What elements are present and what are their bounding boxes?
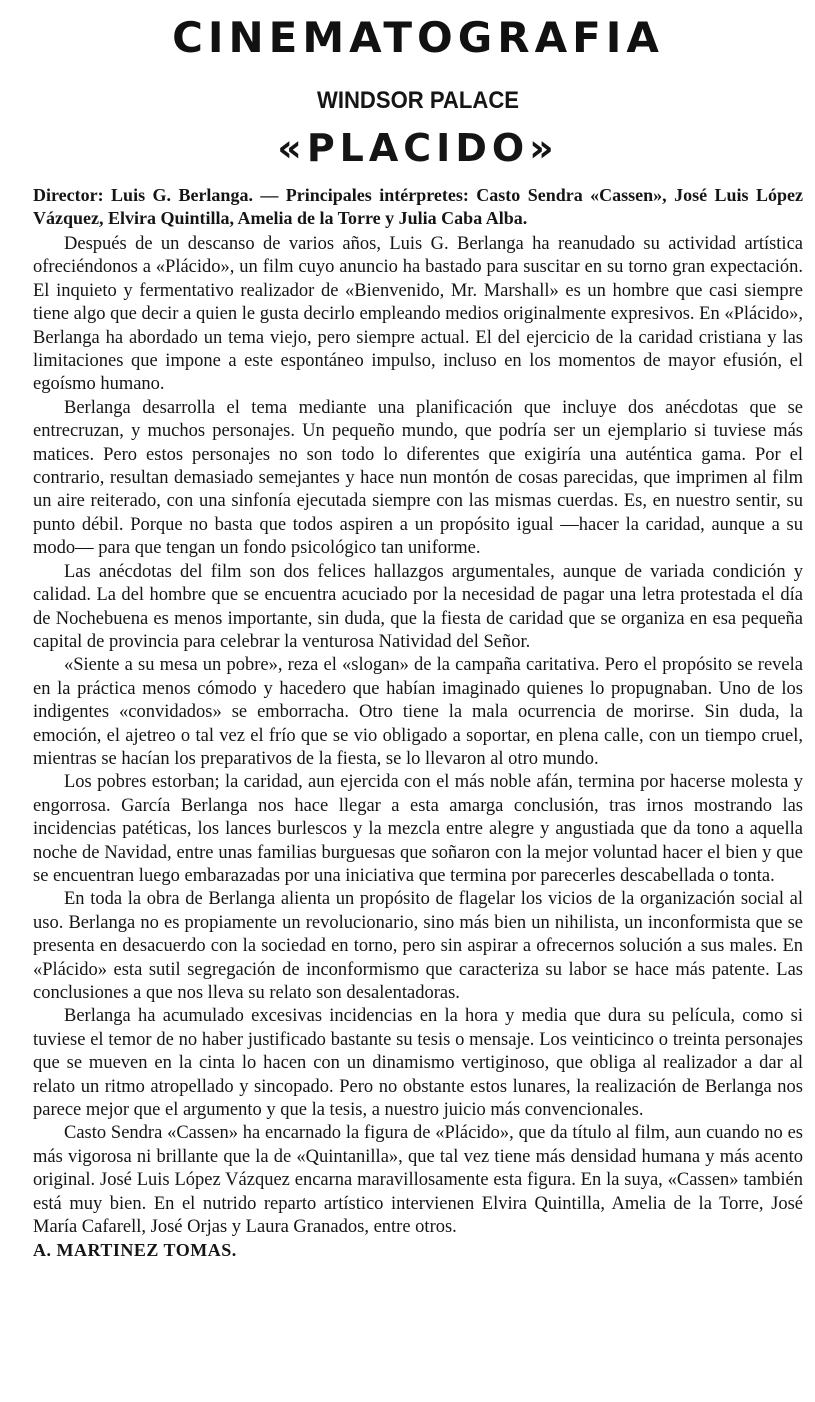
article-paragraph: «Siente a su mesa un pobre», reza el «slogan» de la campaña caritativa. Pero el propósito se revela en la práctica menos cómodo y hacedero que habían imaginado quienes lo propugnaban. Uno de los indigentes «convidados» se emborracha. Otro tiene la mala ocurrencia de morirse. Sin duda, la emoción, el ajetreo o tal vez el frío que se vio obligado a soportar, en plena calle, con un tiempo cruel, mientras se hacían los preparativos de la fiesta, se lo llevaron al otro mundo. [33, 655, 803, 769]
article-paragraph: Berlanga desarrolla el tema mediante una planificación que incluye dos anécdotas que se entrecruzan, y muchos personajes. Un pequeño mundo, que podría ser un ejemplario si tuviese más matices. Pero estos personajes no son todo lo diferentes que exigiría una auténtica gama. Por el contrario, resultan demasiado semejantes y hace nun montón de cosas parecidas, que imprimen al film un aire reiterado, con una sinfonía ejecutada siempre con las mismas cuerdas. Es, en nuestro sentir, su punto débil. Porque no basta que todos aspiren a un propósito igual —hacer la caridad, aunque a su modo— para que tengan un fondo psicológico tan uniforme. [33, 397, 803, 559]
section-title: CINEMATOGRAFIA [172, 13, 664, 62]
article-body [33, 233, 803, 1261]
author-signature: A. MARTINEZ TOMAS. [33, 1240, 237, 1261]
credits-line: Director: Luis G. Berlanga. — Principales intérpretes: Casto Sendra «Cassen», José Luis López Vázquez, Elvira Quintilla, Amelia de la Torre y Julia Caba Alba. [33, 185, 803, 228]
article-paragraph: Después de un descanso de varios años, Luis G. Berlanga ha reanudado su actividad artística ofreciéndonos a «Plácido», un film cuyo anuncio ha bastado para suscitar en su torno gran expectación. El inquieto y fermentativo realizador de «Bienvenido, Mr. Marshall» es un hombre que casi siempre tiene algo que decir a quien le gusta decirlo empleando medios originalmente expresivos. En «Plácido», Berlanga ha abordado un tema viejo, pero siempre actual. El del ejercicio de la caridad cristiana y las limitaciones que impone a este espontáneo impulso, incluso en los momentos de mayor efusión, el egoísmo humano. [33, 234, 803, 395]
newspaper-page [0, 12, 815, 1402]
article-paragraph: Los pobres estorban; la caridad, aun ejercida con el más noble afán, termina por hacerse molesta y engorrosa. García Berlanga nos hace llegar a esta amarga conclusión, tras irnos mostrando las incidencias patéticas, los lances burlescos y la mezcla entre alegre y angustiada que da tono a aquella noche de Navidad, entre unas familias burguesas que soñaron con la mejor voluntad hacer el bien y que se encuentran luego embarazadas por una iniciativa que termina por parecerles descabellada o tonta. [33, 772, 803, 886]
article-paragraph: Berlanga ha acumulado excesivas incidencias en la hora y media que dura su película, como si tuviese el temor de no haber justificado bastante su tesis o mensaje. Los veinticinco o treinta personajes que se mueven en la cinta lo hacen con un dinamismo vertiginoso, que obliga al realizador a dar al relato un ritmo atropellado y sincopado. Pero no obstante estos lunares, la realización de Berlanga nos parece mejor que el argumento y que la tesis, a nuestro juicio más convencionales. [33, 1006, 803, 1121]
venue-heading: WINDSOR PALACE [317, 87, 519, 114]
article-paragraph: En toda la obra de Berlanga alienta un propósito de flagelar los vicios de la organización social al uso. Berlanga no es propiamente un revolucionario, sino más bien un nihilista, un inconformista que se presenta en desacuerdo con la sociedad en torno, pero sin aspirar a ofrecernos solución a sus males. En «Plácido» esta sutil segregación de inconformismo que caracteriza su labor se hace más patente. Las conclusiones a que nos lleva su relato son desalentadoras. [33, 889, 803, 1003]
article-paragraph: Casto Sendra «Cassen» ha encarnado la figura de «Plácido», que da título al film, aun cuando no es más vigorosa ni brillante que la de «Quintanilla», que tal vez tiene más densidad humana y más acento original. José Luis López Vázquez encarna maravillosamente esta figura. En la suya, «Cassen» también está muy bien. En el nutrido reparto artístico intervienen Elvira Quintilla, Amelia de la Torre, José María Cafarell, José Orjas y Laura Granados, entre otros. [33, 1123, 803, 1238]
article-paragraph: Las anécdotas del film son dos felices hallazgos argumentales, aunque de variada condición y calidad. La del hombre que se encuentra acuciado por la necesidad de pagar una letra protestada el día de Nochebuena es menos importante, sin duda, que la fiesta de caridad que se organiza en esa pequeña capital de provincia para celebrar la venturosa Natividad del Señor. [33, 561, 803, 652]
film-title: «PLACIDO» [277, 126, 559, 170]
